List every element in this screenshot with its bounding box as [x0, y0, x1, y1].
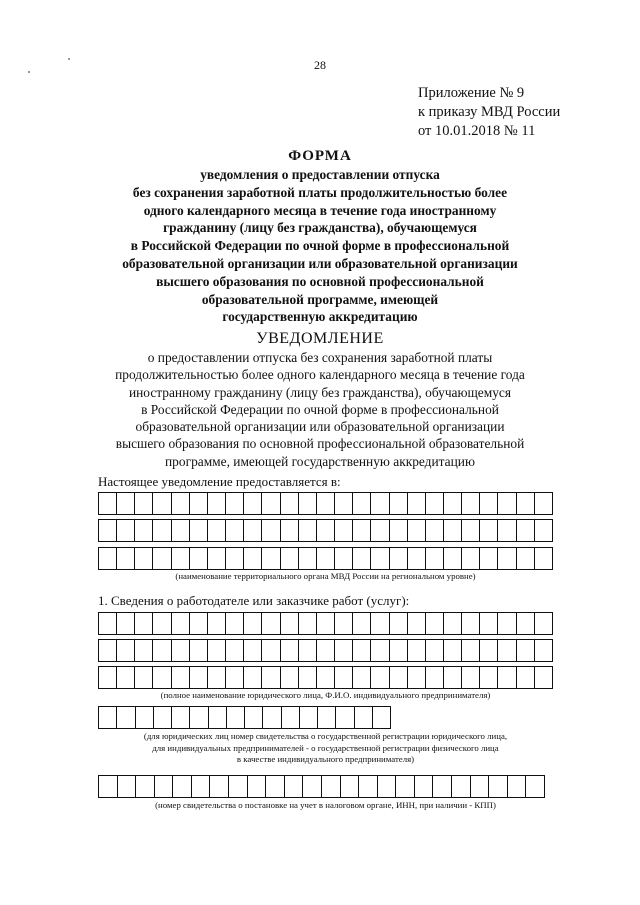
character-cell[interactable]	[244, 667, 262, 688]
character-cell[interactable]	[190, 667, 208, 688]
form-subtitle-line: в Российской Федерации по очной форме в профессиональной	[130, 238, 510, 254]
registration-number-cells[interactable]	[98, 706, 391, 729]
character-cell[interactable]	[517, 548, 535, 569]
tax-caption: (номер свидетельства о постановке на учет в налоговом органе, ИНН, при наличии - КПП)	[155, 800, 496, 810]
character-cell[interactable]	[299, 493, 317, 514]
character-cell[interactable]	[208, 667, 226, 688]
recipient-cells-row-3[interactable]	[98, 547, 553, 570]
character-cell[interactable]	[135, 520, 153, 541]
character-cell[interactable]	[317, 548, 335, 569]
character-cell[interactable]	[480, 493, 498, 514]
character-cell[interactable]	[462, 493, 480, 514]
appendix-reference	[418, 84, 560, 141]
character-cell[interactable]	[281, 667, 299, 688]
character-cell[interactable]	[117, 493, 135, 514]
notice-title: УВЕДОМЛЕНИЕ	[256, 330, 384, 347]
character-cell[interactable]	[226, 548, 244, 569]
character-cell[interactable]	[190, 493, 208, 514]
character-cell[interactable]	[172, 707, 190, 728]
character-cell[interactable]	[378, 776, 397, 797]
character-cell[interactable]	[99, 667, 117, 688]
character-cell[interactable]	[153, 520, 171, 541]
character-cell[interactable]	[462, 520, 480, 541]
character-cell[interactable]	[153, 640, 171, 661]
form-subtitle-line: высшего образования по основной профессиональной	[156, 273, 484, 289]
character-cell[interactable]	[190, 640, 208, 661]
character-cell[interactable]	[444, 667, 462, 688]
character-cell[interactable]	[117, 613, 135, 634]
character-cell[interactable]	[192, 776, 211, 797]
notice-subtitle-line: о предоставлении отпуска без сохранения заработной платы	[147, 350, 493, 365]
employer-section-label: 1. Сведения о работодателе или заказчике работ (услуг):	[98, 593, 410, 608]
character-cell[interactable]	[452, 776, 471, 797]
character-cell[interactable]	[262, 613, 280, 634]
character-cell[interactable]	[117, 520, 135, 541]
character-cell[interactable]	[526, 776, 544, 797]
character-cell[interactable]	[153, 548, 171, 569]
character-cell[interactable]	[390, 548, 408, 569]
character-cell[interactable]	[172, 548, 190, 569]
character-cell[interactable]	[227, 707, 245, 728]
character-cell[interactable]	[299, 640, 317, 661]
form-subtitle-line: без сохранения заработной платы продолжительностью более	[132, 184, 508, 200]
character-cell[interactable]	[135, 667, 153, 688]
employer-name-cells-row-1[interactable]	[98, 612, 553, 635]
employer-name-caption: (полное наименование юридического лица, Ф.И.О. индивидуального предпринимателя)	[160, 690, 491, 700]
character-cell[interactable]	[535, 548, 552, 569]
tax-number-cells[interactable]	[98, 775, 545, 798]
character-cell[interactable]	[118, 776, 137, 797]
page-number: 28	[314, 58, 326, 72]
character-cell[interactable]	[172, 493, 190, 514]
character-cell[interactable]	[508, 776, 527, 797]
character-cell[interactable]	[426, 548, 444, 569]
character-cell[interactable]	[415, 776, 434, 797]
character-cell[interactable]	[172, 613, 190, 634]
character-cell[interactable]	[285, 776, 304, 797]
character-cell[interactable]	[335, 640, 353, 661]
character-cell[interactable]	[244, 640, 262, 661]
character-cell[interactable]	[353, 640, 371, 661]
appendix-line: Приложение № 9	[418, 85, 525, 101]
character-cell[interactable]	[317, 640, 335, 661]
character-cell[interactable]	[498, 493, 516, 514]
character-cell[interactable]	[303, 776, 322, 797]
character-cell[interactable]	[299, 548, 317, 569]
character-cell[interactable]	[299, 520, 317, 541]
character-cell[interactable]	[190, 520, 208, 541]
character-cell[interactable]	[262, 548, 280, 569]
form-subtitle-line: уведомления о предоставлении отпуска	[200, 167, 440, 182]
character-cell[interactable]	[426, 613, 444, 634]
character-cell[interactable]	[99, 548, 117, 569]
character-cell[interactable]	[390, 520, 408, 541]
character-cell[interactable]	[373, 707, 390, 728]
character-cell[interactable]	[335, 667, 353, 688]
character-cell[interactable]	[390, 667, 408, 688]
character-cell[interactable]	[300, 707, 318, 728]
character-cell[interactable]	[517, 640, 535, 661]
character-cell[interactable]	[396, 776, 415, 797]
character-cell[interactable]	[153, 613, 171, 634]
character-cell[interactable]	[535, 640, 552, 661]
character-cell[interactable]	[245, 707, 263, 728]
character-cell[interactable]	[322, 776, 341, 797]
registration-caption-line: (для юридических лиц номер свидетельства о государственной регистрации юридического лица,	[143, 731, 508, 741]
character-cell[interactable]	[335, 548, 353, 569]
character-cell[interactable]	[498, 640, 516, 661]
character-cell[interactable]	[208, 613, 226, 634]
form-title: ФОРМА	[288, 148, 352, 164]
character-cell[interactable]	[462, 640, 480, 661]
character-cell[interactable]	[408, 520, 426, 541]
character-cell[interactable]	[281, 493, 299, 514]
character-cell[interactable]	[353, 613, 371, 634]
employer-name-cells-row-2[interactable]	[98, 639, 553, 662]
character-cell[interactable]	[426, 493, 444, 514]
recipient-cells-row-1[interactable]	[98, 492, 553, 515]
character-cell[interactable]	[262, 520, 280, 541]
character-cell[interactable]	[282, 707, 300, 728]
character-cell[interactable]	[99, 613, 117, 634]
character-cell[interactable]	[317, 613, 335, 634]
character-cell[interactable]	[208, 493, 226, 514]
character-cell[interactable]	[229, 776, 248, 797]
character-cell[interactable]	[248, 776, 267, 797]
character-cell[interactable]	[336, 707, 354, 728]
character-cell[interactable]	[517, 493, 535, 514]
character-cell[interactable]	[226, 667, 244, 688]
character-cell[interactable]	[444, 493, 462, 514]
notice-subtitle-line: высшего образования по основной профессиональной образовательной	[115, 436, 525, 452]
character-cell[interactable]	[535, 493, 552, 514]
character-cell[interactable]	[244, 493, 262, 514]
character-cell[interactable]	[136, 707, 154, 728]
character-cell[interactable]	[117, 548, 135, 569]
character-cell[interactable]	[244, 520, 262, 541]
character-cell[interactable]	[390, 640, 408, 661]
character-cell[interactable]	[208, 520, 226, 541]
character-cell[interactable]	[433, 776, 452, 797]
character-cell[interactable]	[359, 776, 378, 797]
character-cell[interactable]	[299, 667, 317, 688]
character-cell[interactable]	[281, 613, 299, 634]
character-cell[interactable]	[172, 667, 190, 688]
character-cell[interactable]	[208, 640, 226, 661]
character-cell[interactable]	[153, 493, 171, 514]
character-cell[interactable]	[444, 548, 462, 569]
character-cell[interactable]	[408, 613, 426, 634]
character-cell[interactable]	[426, 640, 444, 661]
character-cell[interactable]	[335, 520, 353, 541]
appendix-line: к приказу МВД России	[418, 104, 561, 120]
character-cell[interactable]	[480, 667, 498, 688]
character-cell[interactable]	[489, 776, 508, 797]
character-cell[interactable]	[353, 520, 371, 541]
character-cell[interactable]	[480, 520, 498, 541]
character-cell[interactable]	[462, 613, 480, 634]
character-cell[interactable]	[135, 613, 153, 634]
character-cell[interactable]	[353, 493, 371, 514]
character-cell[interactable]	[99, 776, 118, 797]
character-cell[interactable]	[462, 667, 480, 688]
character-cell[interactable]	[136, 776, 155, 797]
character-cell[interactable]	[498, 613, 516, 634]
character-cell[interactable]	[355, 707, 373, 728]
character-cell[interactable]	[535, 667, 552, 688]
notice-subtitle	[40, 349, 600, 470]
character-cell[interactable]	[371, 520, 389, 541]
character-cell[interactable]	[262, 640, 280, 661]
form-subtitle-line: гражданину (лицу без гражданства), обучающемуся	[163, 220, 477, 236]
character-cell[interactable]	[462, 548, 480, 569]
notice-subtitle-line: образовательной организации или образовательной организации	[135, 419, 505, 435]
character-cell[interactable]	[371, 548, 389, 569]
character-cell[interactable]	[208, 548, 226, 569]
character-cell[interactable]	[190, 548, 208, 569]
recipient-cells-row-2[interactable]	[98, 519, 553, 542]
character-cell[interactable]	[335, 493, 353, 514]
character-cell[interactable]	[281, 640, 299, 661]
character-cell[interactable]	[444, 613, 462, 634]
appendix-line: от 10.01.2018 № 11	[418, 123, 536, 139]
character-cell[interactable]	[390, 613, 408, 634]
character-cell[interactable]	[226, 613, 244, 634]
character-cell[interactable]	[281, 548, 299, 569]
character-cell[interactable]	[408, 493, 426, 514]
notice-subtitle-line: продолжительностью более одного календарного месяца в течение года	[115, 367, 525, 383]
character-cell[interactable]	[99, 520, 117, 541]
registration-caption	[98, 731, 553, 766]
character-cell[interactable]	[226, 640, 244, 661]
character-cell[interactable]	[444, 640, 462, 661]
character-cell[interactable]	[244, 548, 262, 569]
character-cell[interactable]	[371, 493, 389, 514]
character-cell[interactable]	[226, 493, 244, 514]
character-cell[interactable]	[153, 667, 171, 688]
character-cell[interactable]	[371, 613, 389, 634]
character-cell[interactable]	[299, 613, 317, 634]
character-cell[interactable]	[498, 667, 516, 688]
notice-subtitle-line: в Российской Федерации по очной форме в профессиональной	[141, 401, 499, 417]
character-cell[interactable]	[281, 520, 299, 541]
character-cell[interactable]	[341, 776, 360, 797]
character-cell[interactable]	[480, 640, 498, 661]
character-cell[interactable]	[190, 707, 208, 728]
character-cell[interactable]	[262, 667, 280, 688]
character-cell[interactable]	[535, 613, 552, 634]
form-subtitle	[40, 166, 600, 326]
notice-subtitle-line: иностранному гражданину (лицу без гражданства), обучающемуся	[128, 384, 512, 400]
character-cell[interactable]	[517, 667, 535, 688]
employer-name-cells-row-3[interactable]	[98, 666, 553, 689]
character-cell[interactable]	[317, 520, 335, 541]
character-cell[interactable]	[263, 707, 281, 728]
character-cell[interactable]	[335, 613, 353, 634]
recipient-label: Настоящее уведомление предоставляется в:	[98, 474, 341, 489]
notice-subtitle-line: программе, имеющей государственную аккредитацию	[165, 453, 475, 469]
character-cell[interactable]	[117, 640, 135, 661]
character-cell[interactable]	[318, 707, 336, 728]
character-cell[interactable]	[426, 520, 444, 541]
character-cell[interactable]	[517, 613, 535, 634]
character-cell[interactable]	[471, 776, 490, 797]
character-cell[interactable]	[498, 548, 516, 569]
character-cell[interactable]	[210, 776, 229, 797]
registration-caption-line: для индивидуальных предпринимателей - о государственной регистрации физического лица	[152, 742, 499, 753]
character-cell[interactable]	[209, 707, 227, 728]
character-cell[interactable]	[99, 707, 117, 728]
character-cell[interactable]	[173, 776, 192, 797]
character-cell[interactable]	[135, 640, 153, 661]
form-subtitle-line: образовательной программе, имеющей	[201, 291, 439, 307]
character-cell[interactable]	[353, 548, 371, 569]
character-cell[interactable]	[317, 493, 335, 514]
character-cell[interactable]	[408, 640, 426, 661]
character-cell[interactable]	[408, 548, 426, 569]
character-cell[interactable]	[266, 776, 285, 797]
character-cell[interactable]	[390, 493, 408, 514]
character-cell[interactable]	[444, 520, 462, 541]
character-cell[interactable]	[154, 707, 172, 728]
character-cell[interactable]	[317, 667, 335, 688]
character-cell[interactable]	[135, 493, 153, 514]
character-cell[interactable]	[371, 640, 389, 661]
character-cell[interactable]	[480, 613, 498, 634]
character-cell[interactable]	[480, 548, 498, 569]
form-subtitle-line: образовательной организации или образовательной организации	[122, 255, 518, 271]
character-cell[interactable]	[498, 520, 516, 541]
registration-caption-line: в качестве индивидуального предпринимателя)	[236, 754, 415, 764]
character-cell[interactable]	[99, 493, 117, 514]
character-cell[interactable]	[117, 667, 135, 688]
character-cell[interactable]	[155, 776, 174, 797]
form-subtitle-line: одного календарного месяца в течение года иностранному	[143, 202, 497, 218]
character-cell[interactable]	[172, 520, 190, 541]
character-cell[interactable]	[408, 667, 426, 688]
character-cell[interactable]	[117, 707, 135, 728]
character-cell[interactable]	[190, 613, 208, 634]
character-cell[interactable]	[353, 667, 371, 688]
character-cell[interactable]	[262, 493, 280, 514]
character-cell[interactable]	[244, 613, 262, 634]
recipient-caption: (наименование территориального органа МВД России на региональном уровне)	[175, 571, 476, 581]
character-cell[interactable]	[226, 520, 244, 541]
character-cell[interactable]	[135, 548, 153, 569]
character-cell[interactable]	[371, 667, 389, 688]
form-subtitle-line: государственную аккредитацию	[222, 309, 418, 325]
character-cell[interactable]	[99, 640, 117, 661]
character-cell[interactable]	[426, 667, 444, 688]
character-cell[interactable]	[535, 520, 552, 541]
character-cell[interactable]	[172, 640, 190, 661]
character-cell[interactable]	[517, 520, 535, 541]
